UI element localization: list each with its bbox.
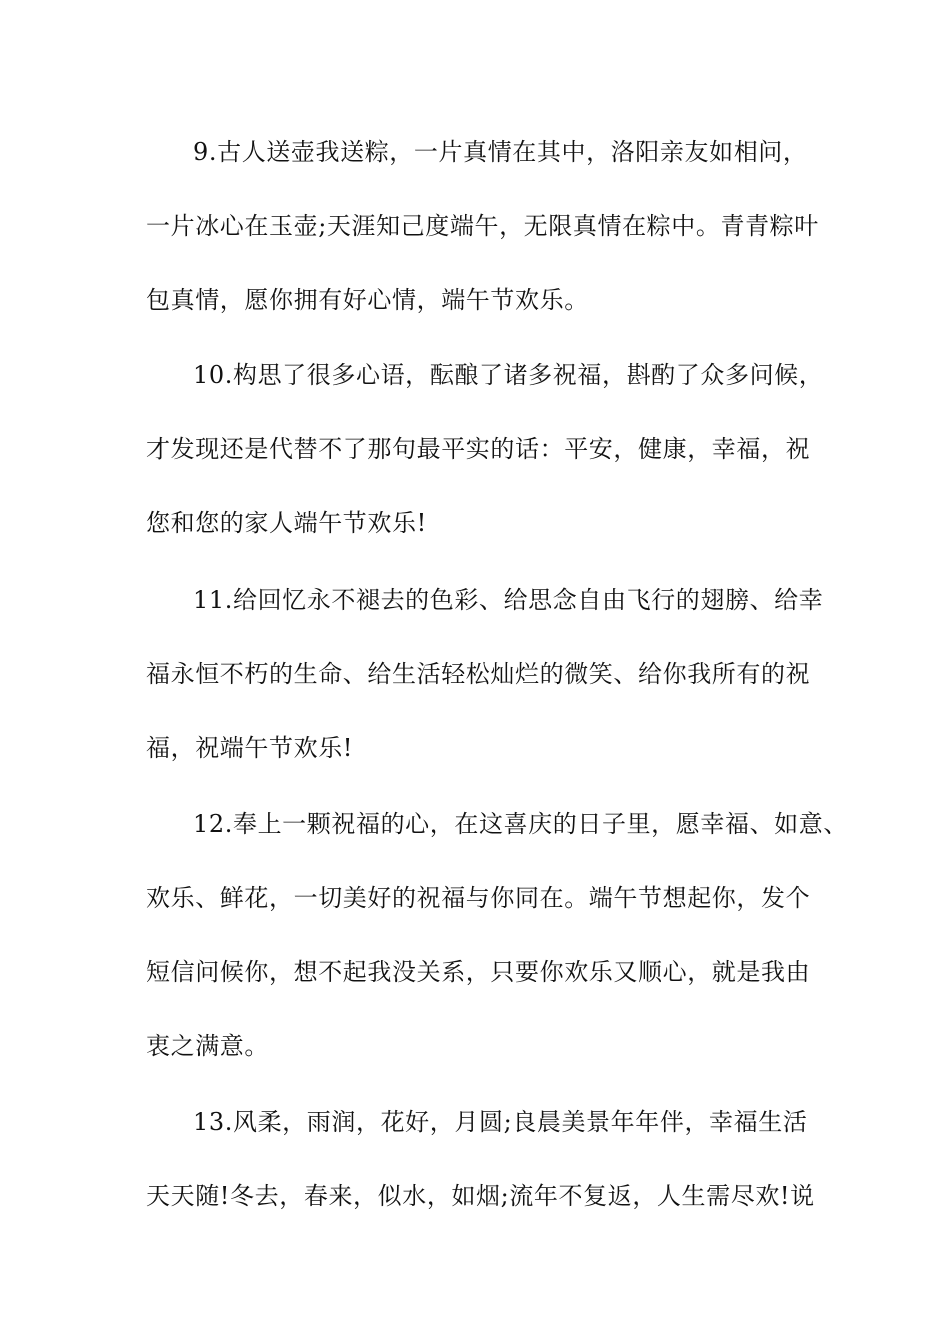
paragraph-line: 欢乐、鲜花，一切美好的祝福与你同在。端午节想起你，发个: [146, 884, 811, 912]
paragraph-line: 10.构思了很多心语，酝酿了诸多祝福，斟酌了众多问候，: [193, 361, 824, 389]
paragraph-line: 衷之满意。: [146, 1032, 269, 1060]
paragraph-11: [146, 582, 824, 804]
paragraph-line: 13.风柔，雨润，花好，月圆;良晨美景年年伴，幸福生活: [193, 1108, 808, 1136]
paragraph-line: 短信问候你，想不起我没关系，只要你欢乐又顺心，就是我由: [146, 958, 811, 986]
paragraph-line: 您和您的家人端午节欢乐!: [146, 509, 427, 537]
paragraph-13: [146, 1104, 816, 1252]
paragraph-line: 一片冰心在玉壶;天涯知己度端午，无限真情在粽中。青青粽叶: [146, 212, 819, 240]
paragraph-line: 12.奉上一颗祝福的心，在这喜庆的日子里，愿幸福、如意、: [193, 810, 848, 838]
paragraph-line: 福永恒不朽的生命、给生活轻松灿烂的微笑、给你我所有的祝: [146, 660, 811, 688]
paragraph-line: 包真情，愿你拥有好心情，端午节欢乐。: [146, 286, 589, 314]
paragraph-12: [146, 806, 848, 1102]
paragraph-10: [146, 357, 824, 579]
paragraph-9: [146, 134, 819, 356]
paragraph-line: 11.给回忆永不褪去的色彩、给思念自由飞行的翅膀、给幸: [193, 586, 824, 614]
paragraph-line: 9.古人送壶我送粽，一片真情在其中，洛阳亲友如相问，: [193, 138, 808, 166]
paragraph-line: 天天随!冬去，春来，似水，如烟;流年不复返，人生需尽欢!说: [146, 1182, 815, 1210]
paragraph-line: 才发现还是代替不了那句最平实的话：平安，健康，幸福，祝: [146, 435, 811, 463]
paragraph-line: 福，祝端午节欢乐!: [146, 734, 354, 762]
